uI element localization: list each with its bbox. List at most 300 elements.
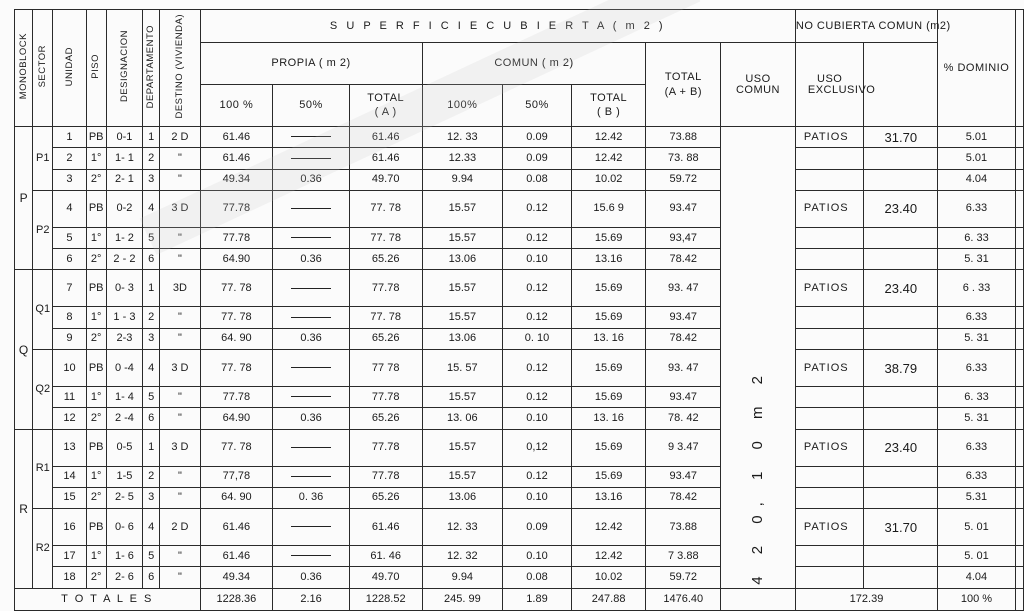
table-row [15,148,1024,169]
header-comun: COMUN ( m 2) [422,43,646,85]
designacion-cell: 2 -4 [106,408,142,429]
sector-cell: P2 [33,190,53,270]
total-ab-cell: 93.47 [646,466,721,487]
uso-exclusivo-value [864,328,938,349]
piso-cell: 1° [86,386,106,407]
unidad-cell: 18 [53,567,86,588]
table-row [15,487,1024,508]
total-b-cell: 13. 16 [571,408,646,429]
uso-exclusivo-value [864,386,938,407]
total-a-cell: 77. 78 [349,190,422,227]
comun-50-cell: 0.10 [503,546,572,567]
total-comun-50: 1.89 [503,588,572,610]
comun-100-cell: 9.94 [422,169,503,190]
header-destino: DESTINO (VIVIENDA) [160,10,200,127]
total-a-cell: 65.26 [349,249,422,270]
dash-mark [291,288,331,289]
table-row [15,546,1024,567]
total-b-cell: 13.16 [571,249,646,270]
designacion-cell: 0-1 [106,127,142,148]
designacion-cell: 0- 3 [106,270,142,307]
designacion-cell: 2-3 [106,328,142,349]
comun-100-cell: 13.06 [422,487,503,508]
departamento-cell: 2 [143,307,160,328]
table-row [15,127,1024,148]
propia-100-cell: 77. 78 [200,307,273,328]
designacion-cell: 0 -4 [106,350,142,387]
uso-exclusivo-value [864,546,938,567]
piso-cell: PB [86,509,106,546]
comun-50-cell: 0.12 [503,350,572,387]
header-comun-100: 100% [422,85,503,127]
propia-50-cell [273,350,350,387]
piso-cell: 1° [86,466,106,487]
uso-exclusivo-label [795,408,864,429]
edge-cell [1015,546,1023,567]
destino-cell: 3 D [160,350,200,387]
total-ab-cell: 59.72 [646,169,721,190]
uso-exclusivo-value: 23.40 [864,270,938,307]
piso-cell: PB [86,270,106,307]
header-dominio: % DOMINIO [938,10,1016,127]
edge-cell [1015,509,1023,546]
comun-100-cell: 12. 33 [422,509,503,546]
dominio-cell: 6.33 [938,350,1016,387]
monoblock-cell: R [15,429,33,588]
propia-50-cell: 0.36 [273,249,350,270]
piso-cell: 1° [86,546,106,567]
comun-50-cell: 0. 10 [503,328,572,349]
unidad-cell: 17 [53,546,86,567]
table-row [15,386,1024,407]
propia-100-cell: 61.46 [200,148,273,169]
dominio-cell: 5.01 [938,148,1016,169]
destino-cell: " [160,386,200,407]
propia-100-cell: 77.78 [200,386,273,407]
uso-exclusivo-value [864,466,938,487]
total-uso-exclusivo: 172.39 [795,588,937,610]
table-row [15,249,1024,270]
propia-50-cell: 0.36 [273,408,350,429]
comun-100-cell: 9.94 [422,567,503,588]
header-no-cubierta: NO CUBIERTA COMUN (m2) [795,10,937,43]
total-ab-cell: 78. 42 [646,408,721,429]
header-piso: PISO [86,10,106,127]
departamento-cell: 1 [143,429,160,466]
dominio-cell: 5. 31 [938,408,1016,429]
dominio-cell: 5.01 [938,127,1016,148]
table-row [15,227,1024,248]
propia-50-cell [273,509,350,546]
piso-cell: 1° [86,307,106,328]
propia-50-cell: 0.36 [273,328,350,349]
designacion-cell: 1-5 [106,466,142,487]
comun-50-cell: 0.12 [503,386,572,407]
destino-cell: " [160,227,200,248]
total-b-cell: 10.02 [571,567,646,588]
total-ab-cell: 93. 47 [646,350,721,387]
total-ab-cell: 93,47 [646,227,721,248]
propia-100-cell: 61.46 [200,127,273,148]
unidad-cell: 4 [53,190,86,227]
dominio-cell: 5. 01 [938,509,1016,546]
total-ab-cell: 59.72 [646,567,721,588]
departamento-cell: 6 [143,567,160,588]
table-row [15,350,1024,387]
total-b-cell: 15.69 [571,429,646,466]
unidad-cell: 2 [53,148,86,169]
total-b-cell: 15.69 [571,350,646,387]
total-a-cell: 61.46 [349,509,422,546]
uso-exclusivo-label [795,249,864,270]
header-uso-exclusivo: USO EXCLUSIVO [795,43,864,127]
total-b-cell: 10.02 [571,169,646,190]
uso-exclusivo-value [864,249,938,270]
dominio-cell: 6.33 [938,466,1016,487]
unidad-cell: 11 [53,386,86,407]
total-ab-cell: 73. 88 [646,148,721,169]
table-body [15,127,1024,589]
uso-exclusivo-value [864,567,938,588]
destino-cell: " [160,307,200,328]
unidad-cell: 5 [53,227,86,248]
total-b-cell: 15.69 [571,270,646,307]
comun-50-cell: 0.12 [503,227,572,248]
propia-100-cell: 49.34 [200,169,273,190]
edge-cell [1015,249,1023,270]
unidad-cell: 6 [53,249,86,270]
total-a: 1228.52 [349,588,422,610]
piso-cell: PB [86,127,106,148]
edge-cell [1015,408,1023,429]
total-ab-cell: 73.88 [646,127,721,148]
designacion-cell: 1- 4 [106,386,142,407]
total-a-cell: 77.78 [349,270,422,307]
destino-cell: " [160,567,200,588]
table-row [15,466,1024,487]
uso-exclusivo-label [795,307,864,328]
total-b-cell: 15.69 [571,307,646,328]
table-row [15,307,1024,328]
uso-exclusivo-label: PATIOS [795,509,864,546]
destino-cell: 2 D [160,127,200,148]
edge-cell [1015,307,1023,328]
comun-100-cell: 13.06 [422,249,503,270]
comun-50-cell: 0.12 [503,466,572,487]
edge-cell [1015,487,1023,508]
piso-cell: 2° [86,567,106,588]
designacion-cell: 0-5 [106,429,142,466]
unidad-cell: 7 [53,270,86,307]
departamento-cell: 4 [143,509,160,546]
uso-exclusivo-label: PATIOS [795,127,864,148]
totals-row [15,588,1024,610]
destino-cell: " [160,148,200,169]
uso-exclusivo-label: PATIOS [795,350,864,387]
edge-cell [1015,350,1023,387]
table-row [15,328,1024,349]
propia-50-cell: 0.36 [273,567,350,588]
header-monoblock: MONOBLOCK [15,10,33,127]
propia-100-cell: 77. 78 [200,429,273,466]
unidad-cell: 13 [53,429,86,466]
header-comun-50: 50% [503,85,572,127]
departamento-cell: 1 [143,127,160,148]
unidad-cell: 3 [53,169,86,190]
propia-100-cell: 49.34 [200,567,273,588]
propia-50-cell [273,307,350,328]
header-designacion: DESIGNACION [106,10,142,127]
propia-50-cell [273,127,350,148]
propia-100-cell: 61.46 [200,546,273,567]
departamento-cell: 6 [143,249,160,270]
piso-cell: 2° [86,249,106,270]
sector-cell: R1 [33,429,53,509]
comun-50-cell: 0,12 [503,429,572,466]
piso-cell: 1° [86,148,106,169]
uso-exclusivo-label [795,227,864,248]
unidad-cell: 14 [53,466,86,487]
destino-cell: " [160,546,200,567]
table-row [15,270,1024,307]
table-row [15,408,1024,429]
propia-100-cell: 77,78 [200,466,273,487]
comun-100-cell: 13. 06 [422,408,503,429]
table-row [15,567,1024,588]
header-propia-50: 50% [273,85,350,127]
monoblock-cell: P [15,127,33,270]
propia-50-cell [273,148,350,169]
header-superficie-cubierta: S U P E R F I C I E C U B I E R T A ( m 2 ) [200,10,795,43]
total-a-cell: 65.26 [349,408,422,429]
dominio-cell: 5. 31 [938,328,1016,349]
unidad-cell: 12 [53,408,86,429]
total-ab-cell: 93.47 [646,190,721,227]
dash-mark [291,208,331,209]
dominio-cell: 6 . 33 [938,270,1016,307]
departamento-cell: 3 [143,328,160,349]
propia-50-cell: 0. 36 [273,487,350,508]
destino-cell: " [160,328,200,349]
piso-cell: PB [86,190,106,227]
propia-50-cell [273,546,350,567]
piso-cell: 2° [86,487,106,508]
total-b-cell: 15.69 [571,466,646,487]
departamento-cell: 3 [143,487,160,508]
uso-exclusivo-value: 23.40 [864,429,938,466]
propia-50-cell [273,386,350,407]
sector-cell: P1 [33,127,53,191]
total-a-cell: 49.70 [349,567,422,588]
propia-100-cell: 77. 78 [200,350,273,387]
total-b-cell: 13. 16 [571,328,646,349]
destino-cell: " [160,487,200,508]
dominio-cell: 6. 33 [938,227,1016,248]
propia-100-cell: 64.90 [200,408,273,429]
total-a-cell: 61. 46 [349,546,422,567]
dash-mark [291,396,331,397]
comun-50-cell: 0.12 [503,307,572,328]
designacion-cell: 1- 6 [106,546,142,567]
edge-cell [1015,429,1023,466]
edge-cell [1015,169,1023,190]
edge-cell [1015,227,1023,248]
comun-100-cell: 15.57 [422,270,503,307]
total-ab: 1476.40 [646,588,721,610]
departamento-cell: 2 [143,148,160,169]
common-area-value: 4 2 0, 1 0 m 2 [749,367,767,585]
total-a-cell: 77. 78 [349,307,422,328]
destino-cell: " [160,249,200,270]
total-a-cell: 65.26 [349,328,422,349]
unidad-cell: 15 [53,487,86,508]
comun-100-cell: 13.06 [422,328,503,349]
comun-100-cell: 15.57 [422,227,503,248]
edge-cell [1015,127,1023,148]
total-a-cell: 61.46 [349,127,422,148]
dominio-cell: 6.33 [938,190,1016,227]
designacion-cell: 1 - 3 [106,307,142,328]
total-b-cell: 13.16 [571,487,646,508]
edge-cell [1015,270,1023,307]
uso-exclusivo-value [864,307,938,328]
departamento-cell: 1 [143,270,160,307]
total-b-cell: 12.42 [571,127,646,148]
propia-50-cell [273,227,350,248]
uso-exclusivo-value: 38.79 [864,350,938,387]
total-a-cell: 61.46 [349,148,422,169]
comun-100-cell: 15.57 [422,386,503,407]
sector-cell: Q1 [33,270,53,350]
dominio-cell: 4.04 [938,169,1016,190]
uso-exclusivo-label [795,386,864,407]
propia-100-cell: 61.46 [200,509,273,546]
total-b-cell: 12.42 [571,148,646,169]
total-propia-50: 2.16 [273,588,350,610]
edge-cell [1015,10,1023,127]
comun-100-cell: 12. 32 [422,546,503,567]
comun-50-cell: 0.10 [503,487,572,508]
designacion-cell: 1- 1 [106,148,142,169]
propia-100-cell: 64. 90 [200,328,273,349]
total-ab-cell: 78.42 [646,328,721,349]
unidad-cell: 16 [53,509,86,546]
departamento-cell: 3 [143,169,160,190]
designacion-cell: 1- 2 [106,227,142,248]
dominio-cell: 5. 01 [938,546,1016,567]
dash-mark [291,555,331,556]
dash-mark [291,317,331,318]
header-unidad: UNIDAD [53,10,86,127]
piso-cell: PB [86,350,106,387]
propia-100-cell: 64. 90 [200,487,273,508]
departamento-cell: 5 [143,386,160,407]
unidad-cell: 9 [53,328,86,349]
propia-50-cell [273,270,350,307]
sector-cell: R2 [33,509,53,589]
total-ab-cell: 9 3.47 [646,429,721,466]
dash-mark [291,237,331,238]
uso-exclusivo-label [795,567,864,588]
comun-50-cell: 0.10 [503,249,572,270]
dash-mark [291,526,331,527]
destino-cell: 3D [160,270,200,307]
designacion-cell: 0- 6 [106,509,142,546]
total-b-cell: 15.6 9 [571,190,646,227]
dominio-cell: 5.31 [938,487,1016,508]
destino-cell: " [160,169,200,190]
total-a-cell: 77.78 [349,386,422,407]
monoblock-cell: Q [15,270,33,429]
header-departamento: DEPARTAMENTO [143,10,160,127]
edge-cell [1015,148,1023,169]
unidad-cell: 10 [53,350,86,387]
total-ab-cell: 78.42 [646,249,721,270]
table-row [15,190,1024,227]
total-a-cell: 77.78 [349,466,422,487]
uso-exclusivo-label: PATIOS [795,429,864,466]
totals-label: T O T A L E S [15,588,201,610]
edge-cell [1015,567,1023,588]
propia-100-cell: 77.78 [200,227,273,248]
departamento-cell: 4 [143,190,160,227]
uso-exclusivo-label [795,169,864,190]
comun-50-cell: 0.08 [503,169,572,190]
total-a-cell: 77.78 [349,429,422,466]
designacion-cell: 0-2 [106,190,142,227]
comun-50-cell: 0.09 [503,127,572,148]
unidad-cell: 1 [53,127,86,148]
uso-exclusivo-value: 23.40 [864,190,938,227]
designacion-cell: 2- 1 [106,169,142,190]
table-row [15,429,1024,466]
uso-exclusivo-value: 31.70 [864,127,938,148]
uso-exclusivo-label: PATIOS [795,270,864,307]
dominio-cell: 6. 33 [938,386,1016,407]
edge-cell [1015,466,1023,487]
comun-50-cell: 0.09 [503,148,572,169]
total-b: 247.88 [571,588,646,610]
total-b-cell: 12.42 [571,546,646,567]
total-comun-100: 245. 99 [422,588,503,610]
piso-cell: 2° [86,328,106,349]
uso-exclusivo-label [795,328,864,349]
total-b-cell: 15.69 [571,227,646,248]
dominio-cell: 4.04 [938,567,1016,588]
uso-exclusivo-value: 31.70 [864,509,938,546]
departamento-cell: 5 [143,546,160,567]
departamento-cell: 6 [143,408,160,429]
uso-exclusivo-label [795,487,864,508]
uso-exclusivo-label [795,466,864,487]
departamento-cell: 4 [143,350,160,387]
total-ab-cell: 93.47 [646,386,721,407]
total-a-cell: 49.70 [349,169,422,190]
edge-cell [1015,190,1023,227]
edge-cell [1015,328,1023,349]
propia-50-cell [273,466,350,487]
comun-50-cell: 0.12 [503,190,572,227]
header-propia-100: 100 % [200,85,273,127]
comun-100-cell: 15.57 [422,429,503,466]
edge-cell [1015,588,1023,610]
propia-100-cell: 64.90 [200,249,273,270]
header-total-a: TOTAL ( A ) [349,85,422,127]
departamento-cell: 5 [143,227,160,248]
comun-50-cell: 0.12 [503,270,572,307]
total-ab-cell: 78.42 [646,487,721,508]
total-b-cell: 15.69 [571,386,646,407]
